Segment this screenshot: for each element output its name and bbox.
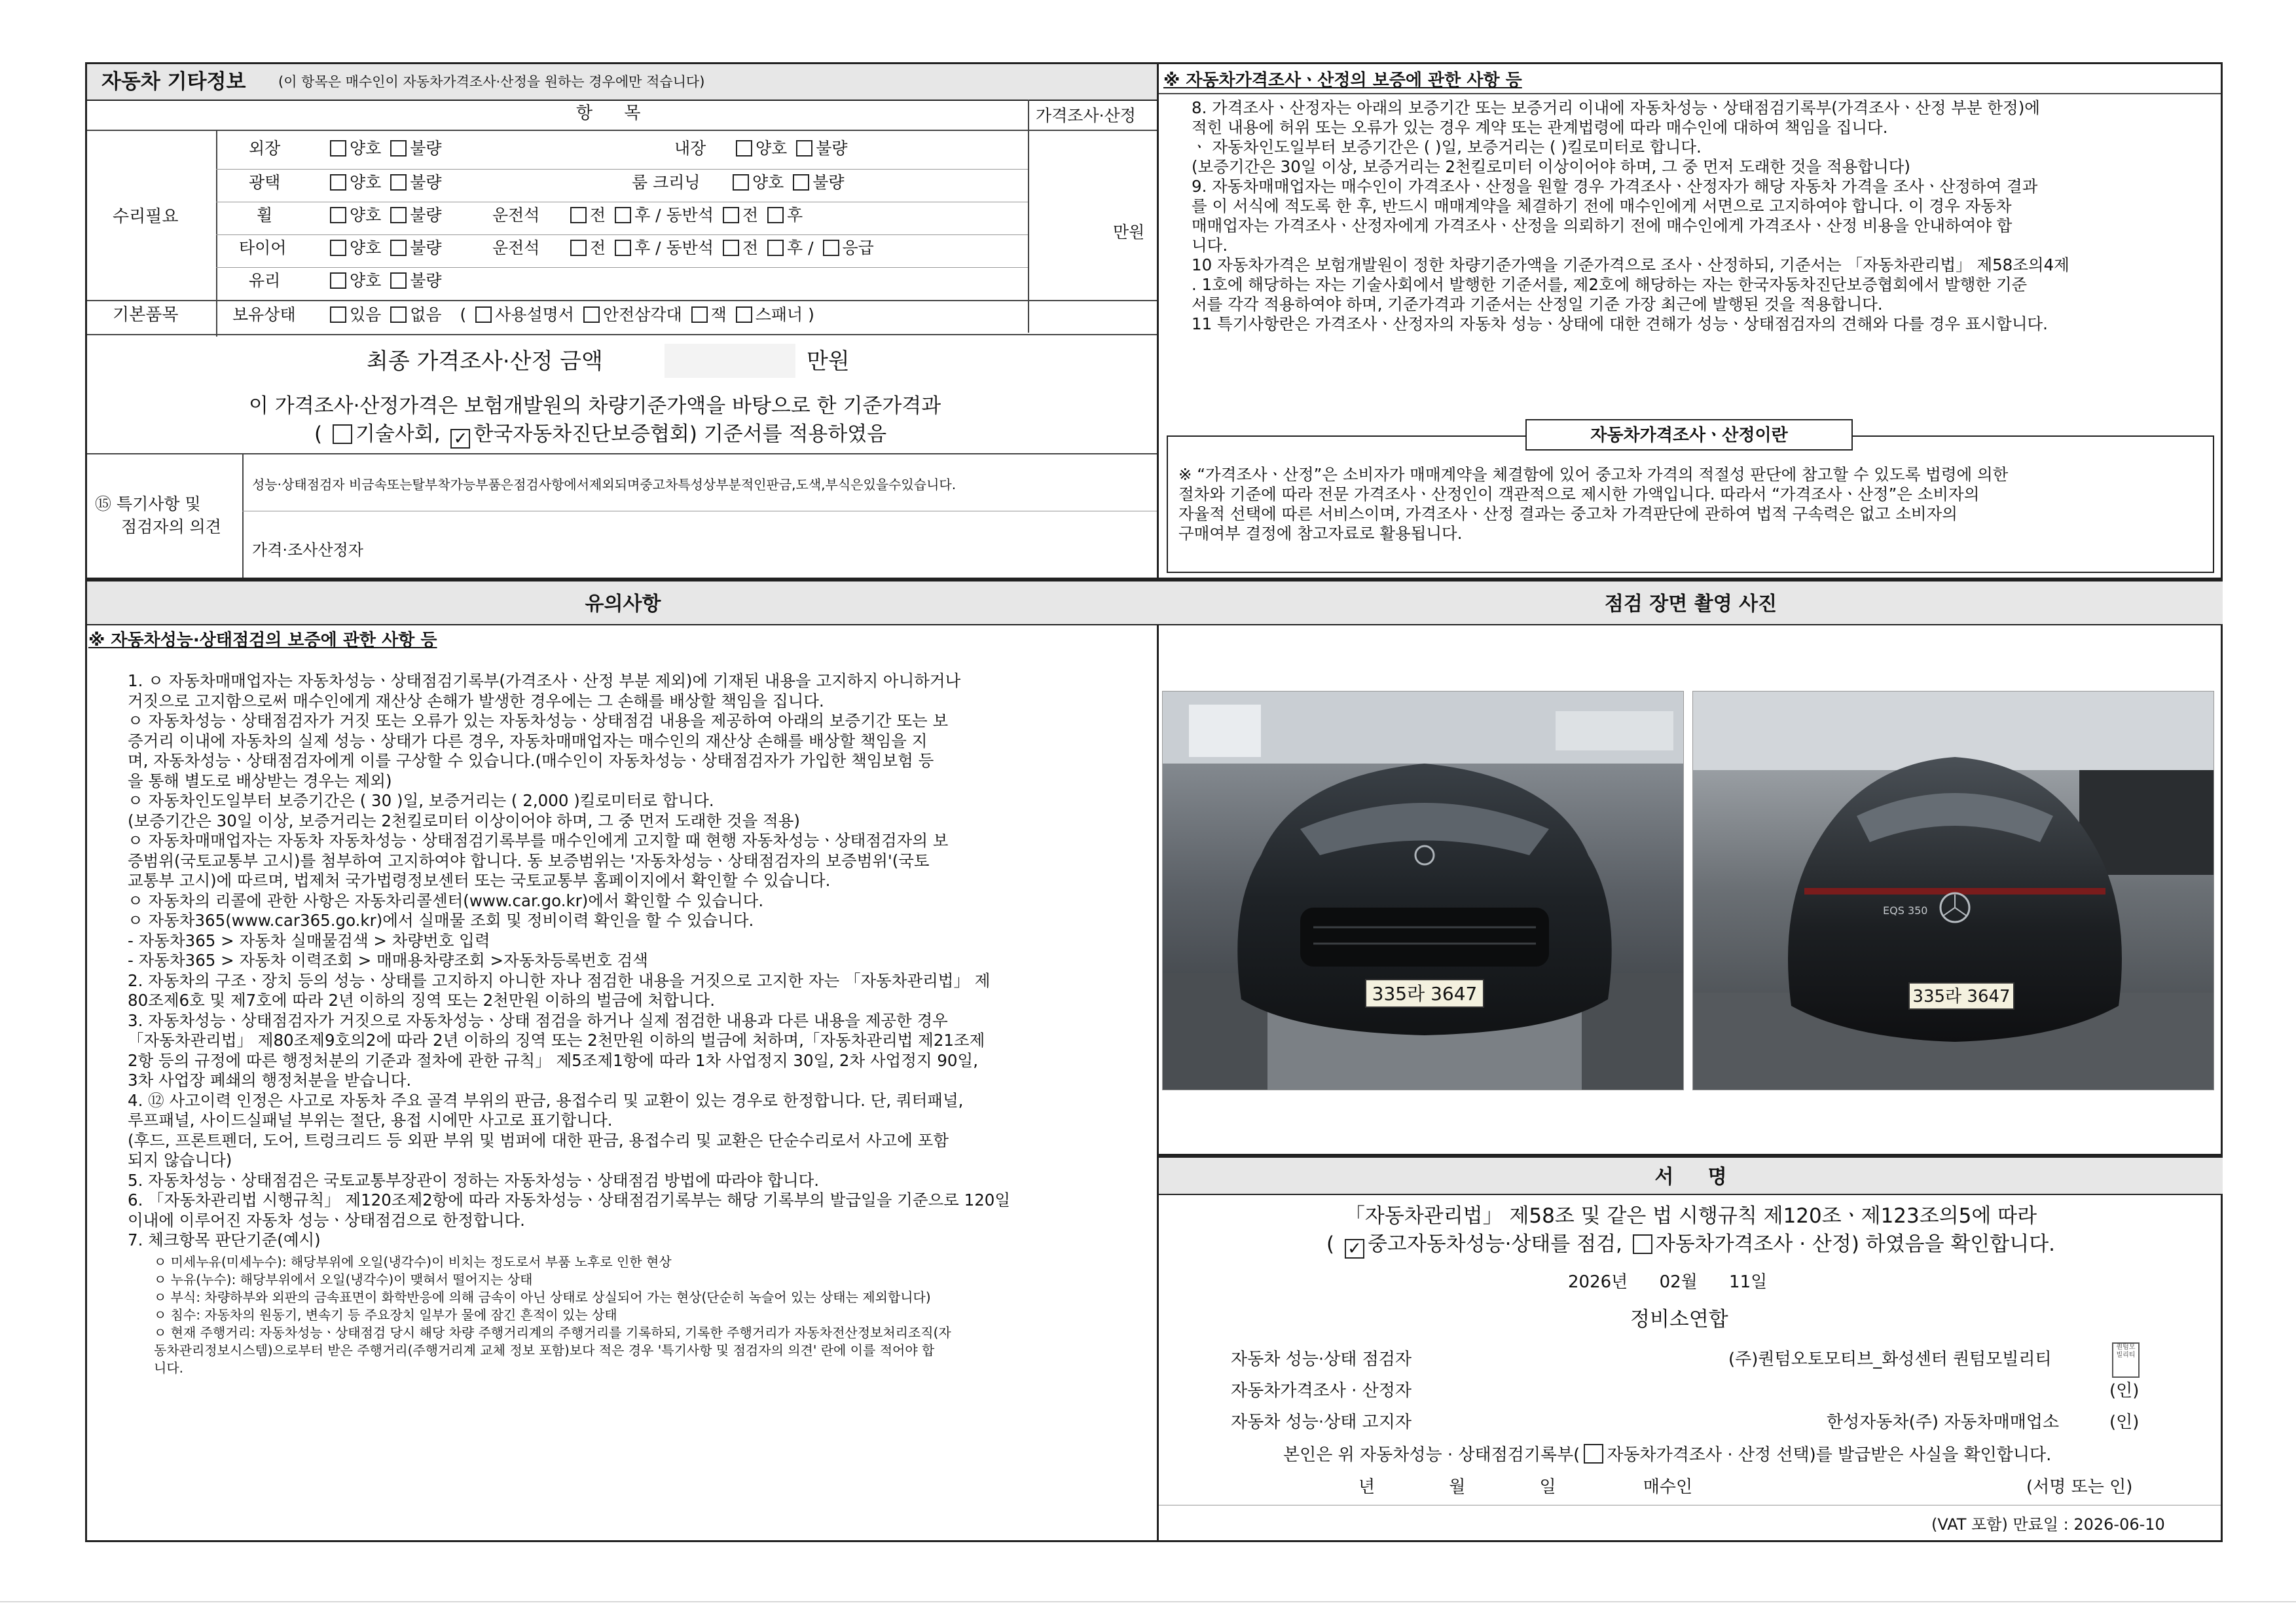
manual-checkbox[interactable]	[475, 306, 492, 323]
room-cleaning-good-checkbox[interactable]	[733, 174, 749, 191]
exterior-good-checkbox[interactable]	[330, 140, 346, 157]
tire-emergency-checkbox[interactable]	[823, 240, 839, 256]
other-info-note: (이 항목은 매수인이 자동차가격조사·산정을 원하는 경우에만 적습니다)	[278, 74, 705, 90]
rear-plate-text: 335라 3647	[1912, 987, 2011, 1006]
price-check-checkbox[interactable]	[1633, 1234, 1652, 1254]
tire-driver-front-checkbox[interactable]	[570, 240, 587, 256]
buyer-date-row: 년 월 일 매수인	[1358, 1477, 1693, 1497]
guarantee-title: ※ 자동차가격조사ㆍ산정의 보증에 관한 사항 등	[1163, 71, 1522, 90]
signature-confirm-line: ( ✓ 중고자동차성능·상태를 점검, 자동차가격조사 · 산정) 하였음을 확인합니다.	[1326, 1232, 2055, 1259]
rear-badge-text: EQS 350	[1883, 904, 1928, 917]
signature-header: 서 명	[1159, 1156, 2223, 1195]
basic-items-row: 보유상태 있음 없음 ( 사용설명서 안전삼각대 잭 스패너 )	[232, 305, 814, 324]
row-wheel: 휠 양호 불량	[257, 206, 442, 225]
tire-bad-checkbox[interactable]	[390, 240, 407, 256]
price-definition-title: 자동차가격조사ㆍ산정이란	[1525, 419, 1853, 451]
wheel-driver-front-checkbox[interactable]	[570, 207, 587, 223]
criteria-lines: ㅇ 미세누유(미세누수): 해당부위에 오일(냉각수)이 비치는 정도로서 부품 노후로 인한 현상 ㅇ 누유(누수): 해당부위에서 오일(냉각수)이 맺혀서 떨어지는 상태 ㅇ 부식: 차량하부와 외판의 금속표면이 화학반응에 의해 금속이 아닌 상태로 상실되어 가는 현상(단순히 녹슬어 있는 상태는 제외합니다) ㅇ 침수: 자동차의 원동기, 변속기 등 주요장치 일부가 물에 잠긴 흔적이 있는 상태 ㅇ 현재 주행거리: 자동차성능ㆍ상태점검 당시 해당 차량 주행거리계의 주행거리를 기록하되, 기록한 주행거리가 자동차전산정보처리조직(자 동차관리정보시스템)으로부터 받은 주행거리(주행거리계 교체 정보 포함)보다 적은 경우 '특기사항 및 점검자의 의견' 란에 이를 적어야 합 니다.	[154, 1254, 951, 1376]
tire-good-checkbox[interactable]	[330, 240, 346, 256]
signature-date: 2026년 02월 11일	[1568, 1272, 1768, 1292]
row-gloss: 광택 양호 불량	[249, 173, 442, 192]
front-car-photo	[1162, 691, 1684, 1090]
basis-line-2: ( 기술사회, ✓ 한국자동차진단보증협회) 기준서를 적용하였음	[314, 422, 887, 449]
row-room-cleaning: 룸 크리닝 양호 불량	[632, 173, 845, 192]
final-amount-label: 최종 가격조사·산정 금액	[367, 348, 603, 375]
wheel-driver-rear-checkbox[interactable]	[615, 207, 631, 223]
wheel-passenger-rear-checkbox[interactable]	[767, 207, 784, 223]
row-exterior: 외장 양호 불량	[249, 139, 442, 158]
buyer-price-checkbox[interactable]	[1584, 1444, 1603, 1464]
wheel-bad-checkbox[interactable]	[390, 207, 407, 223]
price-unit-manwon: 만원	[1113, 223, 1145, 242]
row-wheel-positions: 운전석 전 후 / 동반석 전 후	[492, 206, 803, 225]
interior-good-checkbox[interactable]	[736, 140, 752, 157]
row-glass: 유리 양호 불량	[249, 271, 442, 290]
kaida-checkbox[interactable]: ✓	[450, 429, 470, 449]
rear-car-photo	[1692, 691, 2214, 1090]
special-label-1: ⑮ 특기사항 및	[95, 494, 201, 513]
special-price-note: 가격·조사산정자	[252, 541, 363, 559]
final-amount-unit: 만원	[807, 348, 850, 375]
buyer-confirm-line: 본인은 위 자동차성능 · 상태점검기록부( 자동차가격조사 · 산정 선택)를 발급받은 사실을 확인합니다.	[1283, 1445, 2052, 1465]
repair-label: 수리필요	[113, 207, 179, 227]
inspector-value: (주)퀀텀오토모티브_화성센터 퀀텀모빌리티	[1728, 1350, 2052, 1369]
jack-checkbox[interactable]	[691, 306, 708, 323]
page-bottom-rule	[0, 1601, 2296, 1602]
row-interior: 내장 양호 불량	[674, 139, 848, 158]
glass-good-checkbox[interactable]	[330, 272, 346, 289]
special-inspector-note: 성능·상태점검자 비금속또는탈부착가능부품은점검사항에서제외되며중고차특성상부분적인판금,도색,부식은있을수있습니다.	[252, 477, 957, 492]
tire-driver-rear-checkbox[interactable]	[615, 240, 631, 256]
exterior-bad-checkbox[interactable]	[390, 140, 407, 157]
tire-passenger-rear-checkbox[interactable]	[767, 240, 784, 256]
basic-no-checkbox[interactable]	[390, 306, 407, 323]
room-cleaning-bad-checkbox[interactable]	[793, 174, 809, 191]
inspector-seal: 퀀텀모빌리티	[2112, 1342, 2140, 1378]
final-amount-input[interactable]	[665, 344, 795, 378]
price-checker-label: 자동차가격조사 · 산정자	[1231, 1381, 1412, 1401]
notifier-label: 자동차 성능·상태 고지자	[1231, 1412, 1412, 1432]
col-item-header: 항 목	[576, 103, 654, 123]
notice-subtitle: ※ 자동차성능·상태점검의 보증에 관한 사항 등	[88, 631, 437, 650]
performance-check-checkbox[interactable]: ✓	[1345, 1239, 1364, 1259]
signature-org: 정비소연합	[1630, 1308, 1728, 1331]
buyer-sign-mark: (서명 또는 인)	[2026, 1477, 2133, 1497]
wheel-good-checkbox[interactable]	[330, 207, 346, 223]
basis-line-1: 이 가격조사·산정가격은 보험개발원의 차량기준가액을 바탕으로 한 기준가격과	[249, 394, 941, 418]
notifier-value: 한성자동차(주) 자동차매매업소	[1827, 1412, 2060, 1432]
glass-bad-checkbox[interactable]	[390, 272, 407, 289]
col-price-header: 가격조사·산정	[1036, 106, 1136, 125]
tire-passenger-front-checkbox[interactable]	[723, 240, 739, 256]
notice-lines: 1. ㅇ 자동차매매업자는 자동차성능ㆍ상태점검기록부(가격조사ㆍ산정 부분 제외)에 기재된 내용을 고지하지 아니하거나 거짓으로 고지함으로써 매수인에게 재산상 손해가 발생한 경우에는 그 손해를 배상할 책임을 집니다. ㅇ 자동차성능ㆍ상태점검자가 거짓 또는 오류가 있는 자동차성능ㆍ상태점검 내용을 제공하여 아래의 보증기간 또는 보 증거리 이내에 자동차의 실제 성능ㆍ상태가 다른 경우, 자동차매매업자는 매수인의 재산상 손해를 배상할 책임을 지 며, 자동차성능ㆍ상태점검자에게 이를 구상할 수 있습니다.(매수인이 자동차성능ㆍ상태점검자가 가입한 책임보험 등 을 통해 별도로 배상받는 경우는 제외) ㅇ 자동차인도일부터 보증기간은 ( 30 )일, 보증거리는 ( 2,000 )킬로미터로 합니다. (보증기간은 30일 이상, 보증거리는 2천킬로미터 이상이어야 하며, 그 중 먼저 도래한 것을 적용) ㅇ 자동차매매업자는 자동차 자동차성능ㆍ상태점검기록부를 매수인에게 고지할 때 현행 자동차성능ㆍ상태점검자의 보 증범위(국토교통부 고시)를 첨부하여 고지하여야 합니다. 동 보증범위는 '자동차성능ㆍ상태점검자의 보증범위'(국토 교통부 고시)에 따르며, 법제처 국가법령정보센터 또는 국토교통부 홈페이지에서 확인할 수 있습니다. ㅇ 자동차의 리콜에 관한 사항은 자동차리콜센터(www.car.go.kr)에서 확인할 수 있습니다. ㅇ 자동차365(www.car365.go.kr)에서 실매물 조회 및 정비이력 확인을 할 수 있습니다. - 자동차365 > 자동차 실매물검색 > 차량번호 입력 - 자동차365 > 자동차 이력조회 > 매매용차량조회 >자동차등록번호 검색 2. 자동차의 구조ㆍ장치 등의 성능ㆍ상태를 고지하지 아니한 자나 점검한 내용을 거짓으로 고지한 자는 「자동차관리법」 제 80조제6호 및 제7호에 따라 2년 이하의 징역 또는 2천만원 이하의 벌금에 처합니다. 3. 자동차성능ㆍ상태점검자가 거짓으로 자동차성능ㆍ상태 점검을 하거나 실제 점검한 내용과 다른 내용을 제공한 경우 「자동차관리법」 제80조제9호의2에 따라 2년 이하의 징역 또는 2천만원 이하의 벌금에 처하며,「자동차관리법 제21조제 2항 등의 규정에 따른 행정처분의 기준과 절차에 관한 규칙」 제5조제1항에 따라 1차 사업정지 30일, 2차 사업정지 90일, 3차 사업장 폐쇄의 행정처분을 받습니다. 4. ⑫ 사고이력 인정은 사고로 자동차 주요 골격 부위의 판금, 용접수리 및 교환이 있는 경우로 한정합니다. 단, 쿼터패널, 루프패널, 사이드실패널 부위는 절단, 용접 시에만 사고로 표기합니다. (후드, 프론트펜더, 도어, 트렁크리드 등 외판 부위 및 범퍼에 대한 판금, 용접수리 및 교환은 단순수리로서 사고에 포함 되지 않습니다) 5. 자동차성능ㆍ상태점검은 국토교통부장관이 정하는 자동차성능ㆍ상태점검 방법에 따라야 합니다. 6. 「자동차관리법 시행규칙」 제120조제2항에 따라 자동차성능ㆍ상태점검기록부는 해당 기록부의 발급일을 기준으로 120일 이내에 이루어진 자동차 성능ㆍ상태점검으로 한정합니다. 7. 체크항목 판단기준(예시)	[128, 671, 1011, 1249]
other-info-title: 자동차 기타정보	[101, 70, 246, 94]
notice-header: 유의사항	[87, 580, 1159, 625]
notifier-mark: (인)	[2109, 1412, 2140, 1432]
photo-header: 점검 장면 촬영 사진	[1159, 580, 2223, 625]
gloss-bad-checkbox[interactable]	[390, 174, 407, 191]
price-definition-text: ※ “가격조사ㆍ산정”은 소비자가 매매계약을 체결함에 있어 중고차 가격의 적절성 판단에 참고할 수 있도록 법령에 의한 절차와 기준에 따라 전문 가격조사ㆍ산정인이 객관적으로 제시한 가액입니다. 따라서 “가격조사ㆍ산정”은 소비자의 자율적 선택에 따른 서비스이며, 가격조사ㆍ산정 결과는 중고차 가격판단에 관하여 법적 구속력은 없고 소비자의 구매여부 결정에 참고자료로 활용됩니다.	[1178, 465, 2009, 543]
guarantee-items: 8. 가격조사ㆍ산정자는 아래의 보증기간 또는 보증거리 이내에 자동차성능ㆍ상태점검기록부(가격조사ㆍ산정 부분 한정)에 적힌 내용에 허위 또는 오류가 있는 경우 계약 또는 관계법령에 따라 매수인에 대하여 책임을 집니다. ㆍ 자동차인도일부터 보증기간은 ( )일, 보증거리는 ( )킬로미터로 합니다. (보증기간은 30일 이상, 보증거리는 2천킬로미터 이상이어야 하며, 그 중 먼저 도래한 것을 적용합니다) 9. 자동차매매업자는 매수인이 가격조사ㆍ산정을 원할 경우 가격조사ㆍ산정자가 해당 자동차 가격을 조사ㆍ산정하여 결과 를 이 서식에 적도록 한 후, 반드시 매매계약을 체결하기 전에 매수인에게 서면으로 고지하여야 합니다. 이 경우 자동차 매매업자는 가격조사ㆍ산정자에게 가격조사ㆍ산정을 의뢰하기 전에 매수인에게 가격조사ㆍ산정 비용을 안내하여야 합 니다. 10 자동차가격은 보험개발원이 정한 차량기준가액을 기준가격으로 조사ㆍ산정하되, 기준서는 「자동차관리법」 제58조의4제 . 1호에 해당하는 자는 기술사회에서 발행한 기준서를, 제2호에 해당하는 자는 한국자동차진단보증협회에서 발행한 기준 서를 각각 적용하여야 하며, 기준가격과 기준서는 산정일 기준 가장 최근에 발행된 것을 적용합니다. 11 특기사항란은 가격조사ㆍ산정자의 자동차 성능ㆍ상태에 대한 견해가 성능ㆍ상태점검자의 견해와 다를 경우 표시합니다.	[1192, 98, 2069, 333]
spanner-checkbox[interactable]	[736, 306, 752, 323]
signature-law-line: 「자동차관리법」 제58조 및 같은 법 시행규칙 제120조ㆍ제123조의5에 따라	[1344, 1204, 2037, 1228]
basic-yes-checkbox[interactable]	[330, 306, 346, 323]
triangle-checkbox[interactable]	[583, 306, 600, 323]
row-tire: 타이어 양호 불량	[239, 238, 442, 257]
tech-society-checkbox[interactable]	[333, 424, 352, 444]
gloss-good-checkbox[interactable]	[330, 174, 346, 191]
special-label-2: 점검자의 의견	[121, 517, 221, 536]
inspector-label: 자동차 성능·상태 점검자	[1231, 1350, 1412, 1369]
signature-footer: (VAT 포함) 만료일 : 2026-06-10	[1931, 1515, 2165, 1534]
wheel-passenger-front-checkbox[interactable]	[723, 207, 739, 223]
interior-bad-checkbox[interactable]	[796, 140, 812, 157]
price-checker-mark: (인)	[2109, 1381, 2140, 1401]
row-tire-positions: 운전석 전 후 / 동반석 전 후 / 응급	[492, 238, 874, 257]
basic-items-label: 기본품목	[113, 305, 179, 325]
front-plate-text: 335라 3647	[1372, 983, 1478, 1005]
